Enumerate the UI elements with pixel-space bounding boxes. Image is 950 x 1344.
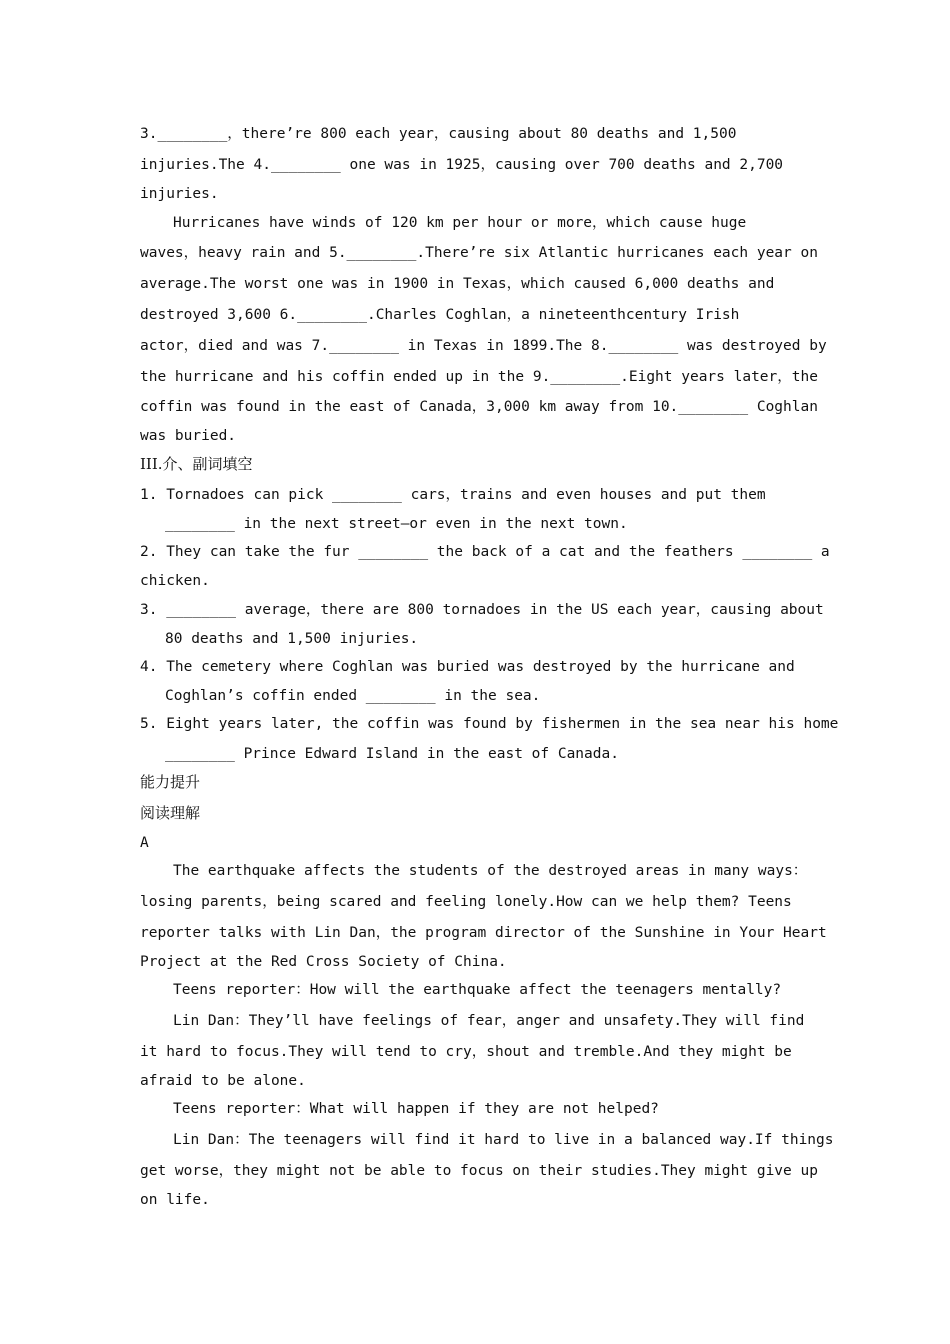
exercise-item: 80 deaths and 1,500 injuries.: [165, 631, 419, 647]
reading-line: on life.: [140, 1192, 210, 1208]
exercise-item: ________ in the next street—or even in the next town.: [165, 516, 628, 532]
reading-line: Project at the Red Cross Society of China.: [140, 954, 507, 970]
passage-line: waves，heavy rain and 5.________.There’re six Atlantic hurricanes each year on: [140, 245, 818, 261]
passage-line: Hurricanes have winds of 120 km per hour or more，which cause huge: [173, 215, 747, 231]
exercise-item: 1. Tornadoes can pick ________ cars，trains and even houses and put them: [140, 487, 766, 503]
passage-line: injuries.: [140, 186, 219, 202]
exercise-item: Coghlan’s coffin ended ________ in the sea.: [165, 688, 541, 704]
reading-line: reporter talks with Lin Dan，the program director of the Sunshine in Your Heart: [140, 925, 827, 941]
passage-line: the hurricane and his coffin ended up in the 9.________.Eight years later，the: [140, 369, 818, 385]
part-label: A: [140, 835, 149, 851]
reading-line: Teens reporter：How will the earthquake affect the teenagers mentally?: [173, 982, 782, 998]
reading-line: Lin Dan：The teenagers will find it hard to live in a balanced way.If things: [173, 1132, 834, 1148]
reading-line: losing parents，being scared and feeling lonely.How can we help them? Teens: [140, 894, 792, 910]
exercise-item: 5. Eight years later, the coffin was found by fishermen in the sea near his home: [140, 716, 839, 732]
passage-line: injuries.The 4.________ one was in 1925，causing over 700 deaths and 2,700: [140, 157, 784, 173]
ability-title: 能力提升: [140, 773, 201, 791]
passage-line: average.The worst one was in 1900 in Texas，which caused 6,000 deaths and: [140, 276, 775, 292]
reading-title: 阅读理解: [140, 804, 201, 822]
passage-line: destroyed 3,600 6.________.Charles Coghlan，a nineteenthcentury Irish: [140, 307, 740, 323]
reading-line: get worse，they might not be able to focus on their studies.They might give up: [140, 1163, 818, 1179]
reading-line: Lin Dan：They’ll have feelings of fear，anger and unsafety.They will find: [173, 1013, 805, 1029]
exercise-item: ________ Prince Edward Island in the east of Canada.: [165, 746, 619, 762]
reading-line: Teens reporter：What will happen if they are not helped?: [173, 1101, 659, 1117]
reading-line: it hard to focus.They will tend to cry，shout and tremble.And they might be: [140, 1044, 792, 1060]
reading-line: The earthquake affects the students of the destroyed areas in many ways：: [173, 863, 808, 879]
passage-line: actor，died and was 7.________ in Texas in 1899.The 8.________ was destroyed by: [140, 338, 827, 354]
passage-line: coffin was found in the east of Canada，3,000 km away from 10.________ Coghlan: [140, 399, 818, 415]
passage-line: was buried.: [140, 428, 237, 444]
exercise-item: 3. ________ average，there are 800 tornadoes in the US each year，causing about: [140, 602, 824, 618]
passage-line: 3.________，there’re 800 each year，causing about 80 deaths and 1,500: [140, 126, 737, 142]
exercise-item: 2. They can take the fur ________ the back of a cat and the feathers ________ a: [140, 544, 830, 560]
exercise-item: chicken.: [140, 573, 210, 589]
reading-line: afraid to be alone.: [140, 1073, 306, 1089]
exercise-item: 4. The cemetery where Coghlan was buried was destroyed by the hurricane and: [140, 659, 795, 675]
section-title: III.介、副词填空: [140, 455, 253, 473]
